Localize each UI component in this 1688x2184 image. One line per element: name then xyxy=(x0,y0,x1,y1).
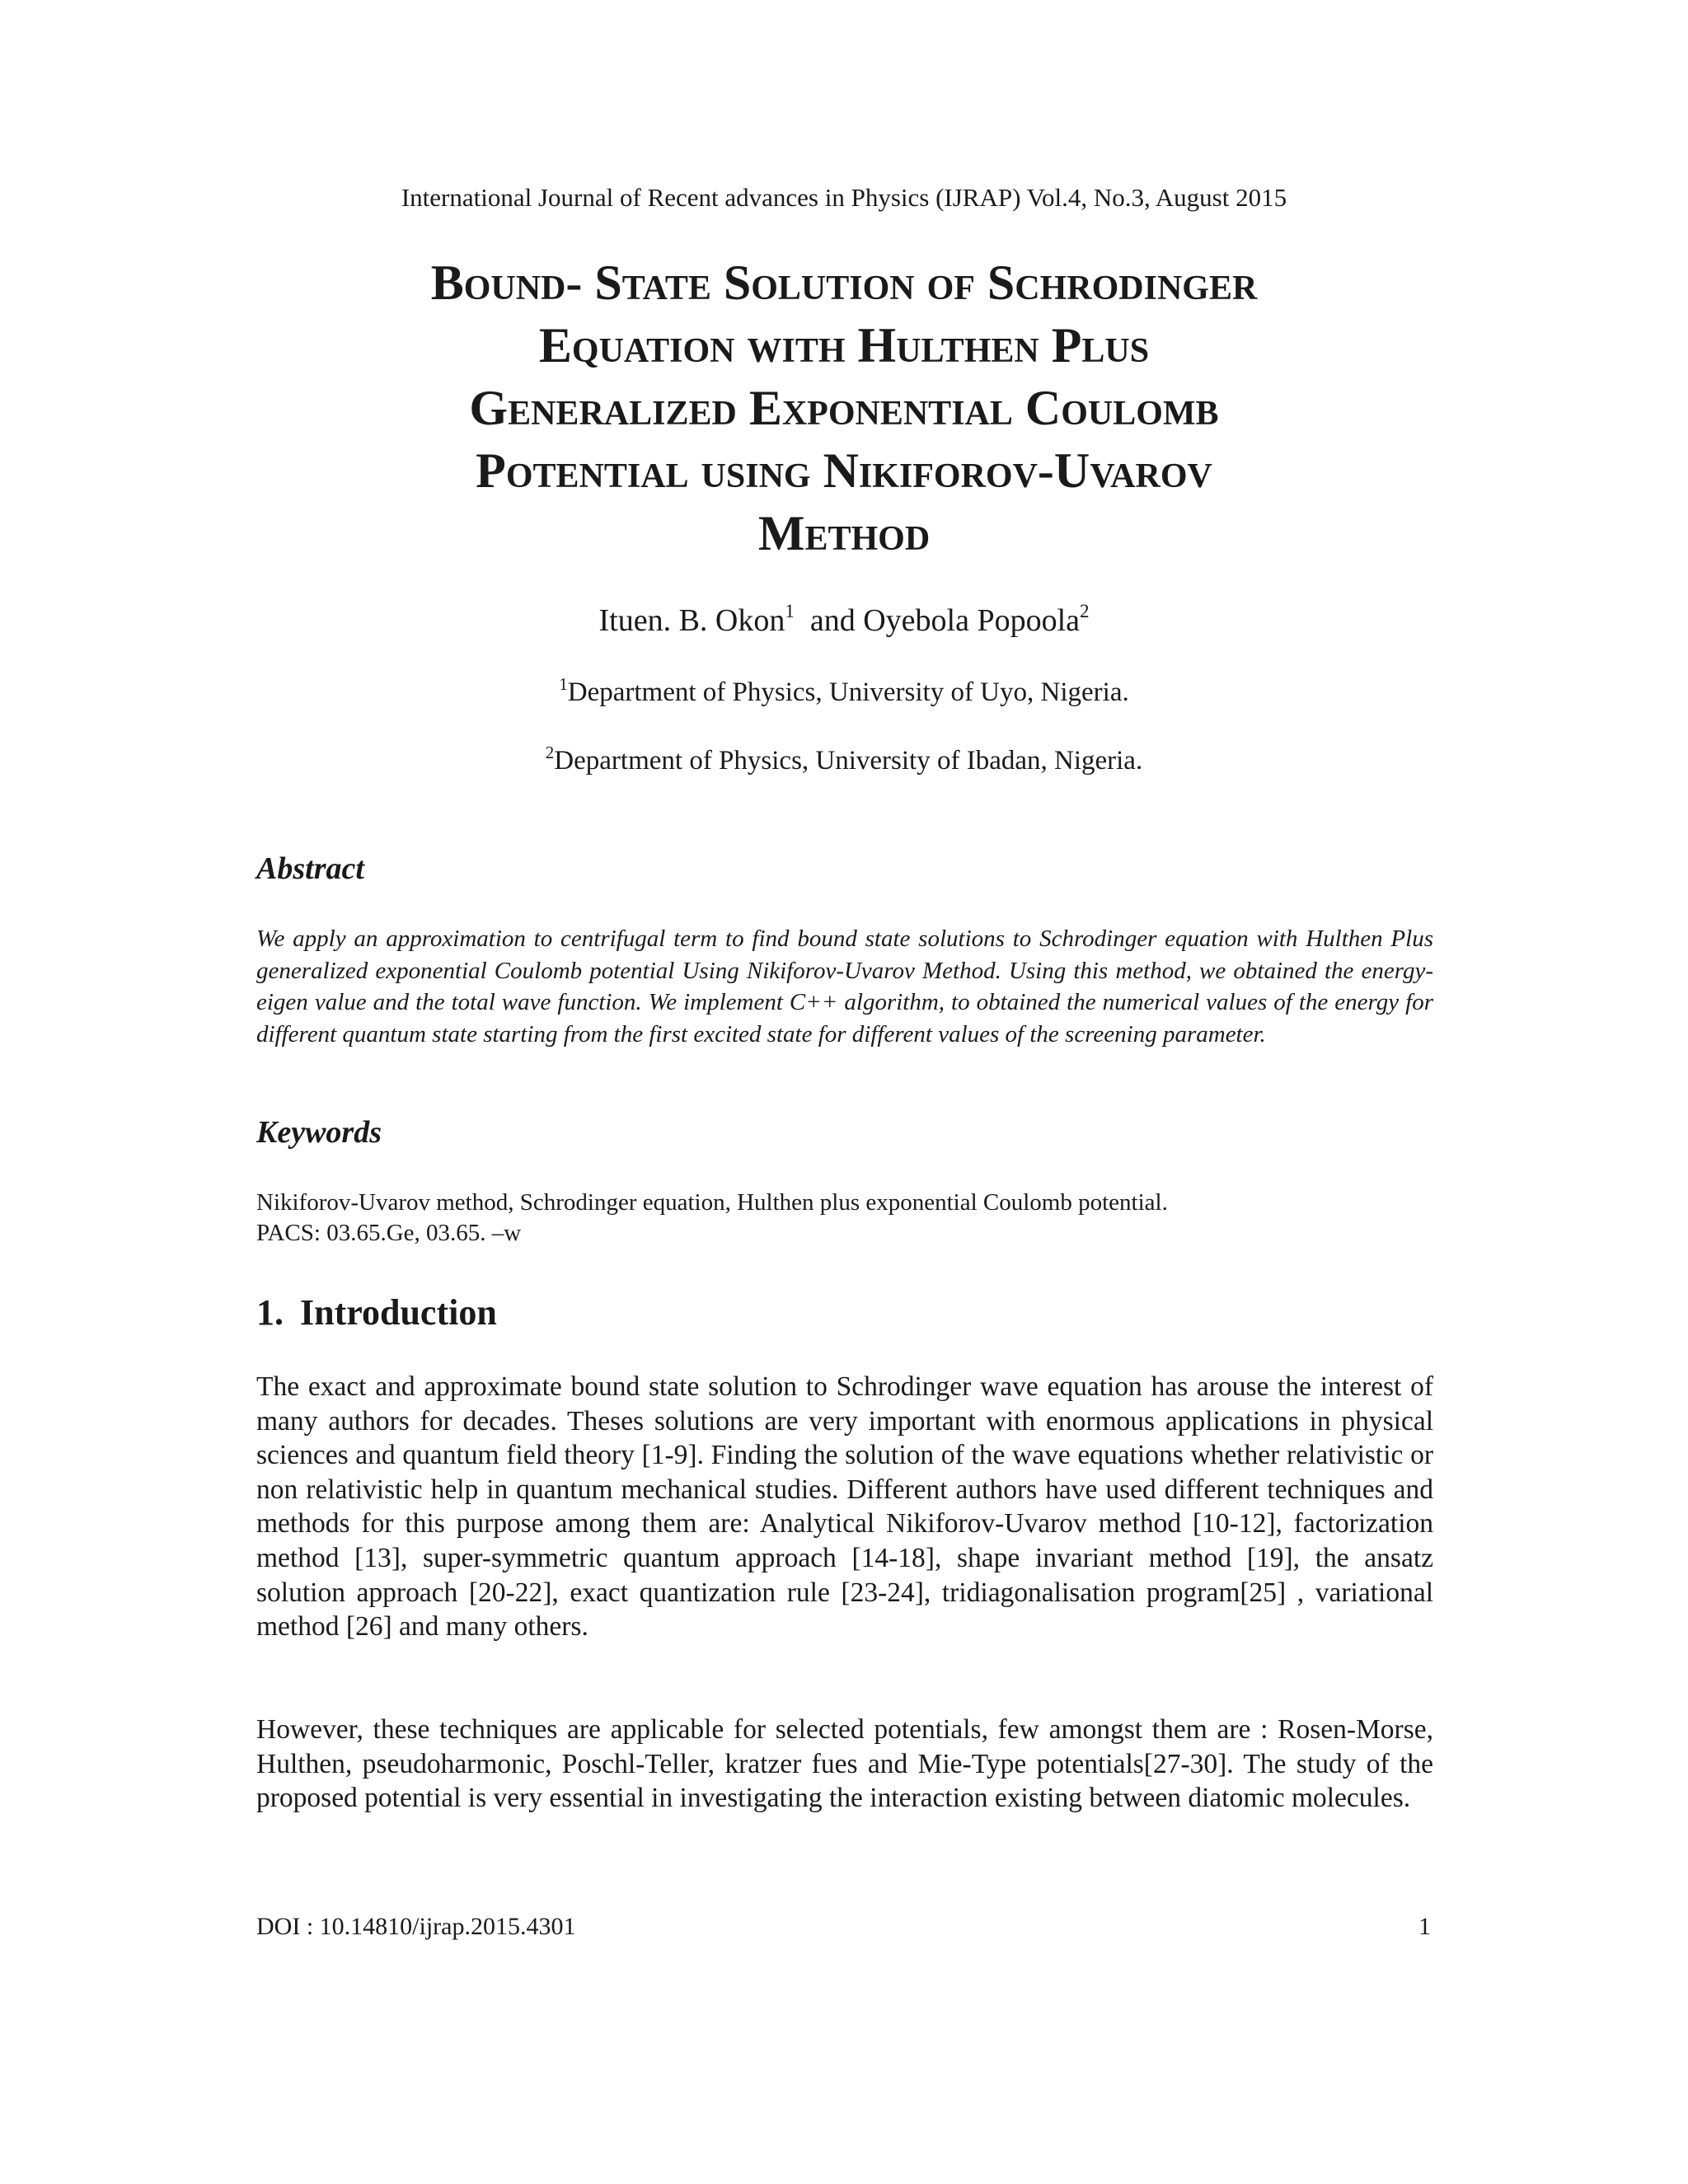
affiliation-text: Department of Physics, University of Ibadan, Nigeria. xyxy=(554,746,1143,776)
abstract-text: We apply an approximation to centrifugal term to find bound state solutions to Schrodinger equation with Hulthen Plus generalized exponential Coulomb potential Using Nikiforov-Uvarov Method. Using this method, we obtained the energy-eigen value and the total wave function. We implement C++ algorithm, to obtained the numerical values of the energy for different quantum state starting from the first excited state for different values of the screening parameter. xyxy=(256,926,1433,1047)
title-line: Generalized Exponential Coulomb xyxy=(469,381,1219,435)
section-title: Introduction xyxy=(300,1292,497,1333)
affiliation xyxy=(0,674,1688,710)
journal-header: International Journal of Recent advances in Physics (IJRAP) Vol.4, No.3, August 2015 xyxy=(401,183,1287,212)
intro-paragraph: However, these techniques are applicable for selected potentials, few amongst them are : Rosen-Morse, Hulthen, pseudoharmonic, Poschl-Teller, kratzer fues and Mie-Type potentials[27-30]. The study of the proposed potential is very essential in investigating the interaction existing between diatomic molecules. xyxy=(256,1714,1433,1814)
affiliation-marker: 1 xyxy=(559,674,568,694)
page-number: 1 xyxy=(1418,1913,1431,1940)
introduction-heading xyxy=(256,1291,497,1335)
author-list xyxy=(0,600,1688,641)
footer-doi: DOI : 10.14810/ijrap.2015.4301 xyxy=(256,1913,576,1940)
affiliation-text: Department of Physics, University of Uyo, Nigeria. xyxy=(567,677,1129,707)
affiliation xyxy=(0,743,1688,779)
abstract-heading: Abstract xyxy=(256,851,364,886)
keywords-text: Nikiforov-Uvarov method, Schrodinger equation, Hulthen plus exponential Coulomb potential. xyxy=(256,1189,1168,1216)
author-affil-marker: 2 xyxy=(1080,601,1090,621)
author-name: and Oyebola Popoola xyxy=(809,603,1081,638)
section-number: 1. xyxy=(256,1292,284,1333)
title-line: Bound- State Solution of Schrodinger xyxy=(430,255,1258,310)
author-name: Ituen. B. Okon xyxy=(598,603,785,638)
author-affil-marker: 1 xyxy=(785,601,795,621)
intro-paragraph: The exact and approximate bound state solution to Schrodinger wave equation has arouse the interest of many authors for decades. Theses solutions are very important with enormous applications in physical sciences and quantum field theory [1-9]. Finding the solution of the wave equations whether relativistic or non relativistic help in quantum mechanical studies. Different authors have used different techniques and methods for this purpose among them are: Analytical Nikiforov-Uvarov method [10-12], factorization method [13], super-symmetric quantum approach [14-18], shape invariant method [19], the ansatz solution approach [20-22], exact quantization rule [23-24], tridiagonalisation program[25] , variational method [26] and many others. xyxy=(256,1371,1433,1643)
title-line: Equation with Hulthen Plus xyxy=(538,318,1150,373)
title-line: Method xyxy=(757,506,931,560)
title-line: Potential using Nikiforov-Uvarov xyxy=(476,443,1212,498)
pacs-codes: PACS: 03.65.Ge, 03.65. –w xyxy=(256,1220,522,1246)
paper-title xyxy=(214,251,1474,565)
affiliation-marker: 2 xyxy=(545,743,555,762)
keywords-heading: Keywords xyxy=(256,1115,382,1150)
